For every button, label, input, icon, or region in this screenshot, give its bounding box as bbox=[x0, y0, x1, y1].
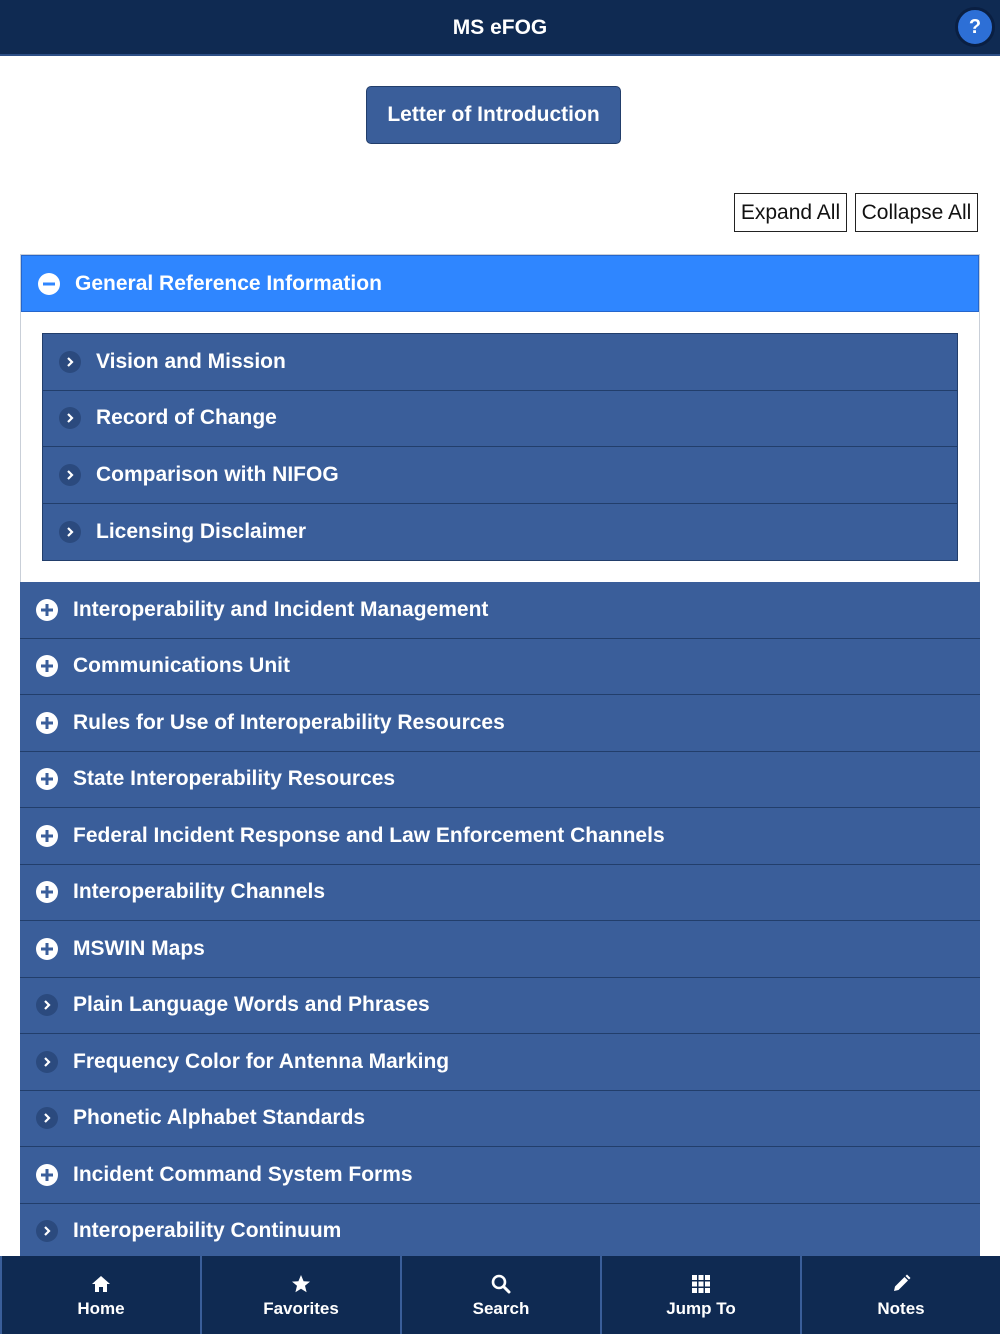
section-frequency-color[interactable] bbox=[20, 1034, 980, 1091]
search-icon bbox=[490, 1271, 512, 1297]
section-rules-interoperability-resources[interactable] bbox=[20, 695, 980, 752]
section-header-label: General Reference Information bbox=[75, 271, 382, 295]
section-body bbox=[21, 312, 979, 582]
section-header-general-reference[interactable] bbox=[21, 255, 979, 312]
section-label: Rules for Use of Interoperability Resources bbox=[73, 710, 505, 734]
section-label: Phonetic Alphabet Standards bbox=[73, 1106, 366, 1130]
section-label: Interoperability and Incident Management bbox=[73, 597, 489, 621]
bottom-tab-bar bbox=[0, 1256, 1000, 1334]
tab-label: Notes bbox=[877, 1299, 925, 1318]
section-interoperability-channels[interactable] bbox=[20, 865, 980, 922]
sub-item-label: Vision and Mission bbox=[96, 349, 286, 373]
section-label: State Interoperability Resources bbox=[73, 767, 396, 791]
sub-item-record-of-change[interactable] bbox=[43, 391, 957, 448]
plus-icon bbox=[36, 938, 58, 960]
section-communications-unit[interactable] bbox=[20, 639, 980, 696]
section-label: Interoperability Continuum bbox=[73, 1219, 342, 1243]
tab-notes[interactable] bbox=[800, 1256, 1000, 1334]
tab-home[interactable] bbox=[0, 1256, 200, 1334]
tab-label: Search bbox=[472, 1299, 530, 1318]
section-federal-incident-response[interactable] bbox=[20, 808, 980, 865]
chevron-right-icon bbox=[59, 351, 81, 373]
tab-label: Home bbox=[77, 1299, 125, 1318]
plus-icon bbox=[36, 825, 58, 847]
section-plain-language[interactable] bbox=[20, 978, 980, 1035]
section-label: Plain Language Words and Phrases bbox=[73, 993, 430, 1017]
sub-item-label: Record of Change bbox=[96, 406, 277, 430]
section-ics-forms[interactable] bbox=[20, 1147, 980, 1204]
plus-icon bbox=[36, 768, 58, 790]
section-label: Interoperability Channels bbox=[73, 880, 326, 904]
sub-item-label: Licensing Disclaimer bbox=[96, 519, 307, 543]
chevron-right-icon bbox=[59, 464, 81, 486]
chevron-right-icon bbox=[59, 407, 81, 429]
section-label: Frequency Color for Antenna Marking bbox=[73, 1049, 450, 1073]
letter-of-introduction-button[interactable]: Letter of Introduction bbox=[366, 86, 621, 144]
plus-icon bbox=[36, 655, 58, 677]
top-navigation-bar bbox=[0, 0, 1000, 56]
tab-jump-to[interactable] bbox=[600, 1256, 800, 1334]
section-interoperability-incident-management[interactable] bbox=[20, 582, 980, 639]
tab-label: Jump To bbox=[666, 1299, 736, 1318]
section-label: Incident Command System Forms bbox=[73, 1162, 413, 1186]
expand-all-button[interactable]: Expand All bbox=[734, 193, 847, 232]
help-button[interactable] bbox=[955, 7, 995, 47]
sub-item-vision-mission[interactable] bbox=[43, 334, 957, 391]
question-mark-icon: ? bbox=[968, 15, 982, 38]
tab-favorites[interactable] bbox=[200, 1256, 400, 1334]
pencil-icon bbox=[890, 1271, 912, 1297]
chevron-right-icon bbox=[36, 1051, 58, 1073]
chevron-right-icon bbox=[36, 994, 58, 1016]
section-label: MSWIN Maps bbox=[73, 936, 205, 960]
section-phonetic-alphabet[interactable] bbox=[20, 1091, 980, 1148]
section-state-interoperability-resources[interactable] bbox=[20, 752, 980, 809]
plus-icon bbox=[36, 599, 58, 621]
sub-item-licensing-disclaimer[interactable] bbox=[43, 504, 957, 561]
tab-search[interactable] bbox=[400, 1256, 600, 1334]
sub-item-label: Comparison with NIFOG bbox=[96, 462, 339, 486]
minus-icon bbox=[38, 273, 60, 295]
tab-label: Favorites bbox=[263, 1299, 339, 1318]
section-label: Communications Unit bbox=[73, 654, 291, 678]
section-label: Federal Incident Response and Law Enforcement Channels bbox=[73, 823, 665, 847]
section-mswin-maps[interactable] bbox=[20, 921, 980, 978]
plus-icon bbox=[36, 712, 58, 734]
chevron-right-icon bbox=[36, 1107, 58, 1129]
sub-item-comparison-nifog[interactable] bbox=[43, 447, 957, 504]
accordion-section-general-reference bbox=[20, 254, 980, 582]
home-icon bbox=[90, 1271, 112, 1297]
accordion-list[interactable] bbox=[20, 254, 980, 1243]
star-icon bbox=[290, 1271, 312, 1297]
chevron-right-icon bbox=[36, 1220, 58, 1242]
plus-icon bbox=[36, 881, 58, 903]
sub-item-list bbox=[42, 333, 958, 561]
plus-icon bbox=[36, 1164, 58, 1186]
chevron-right-icon bbox=[59, 521, 81, 543]
collapse-all-button[interactable]: Collapse All bbox=[855, 193, 978, 232]
section-interoperability-continuum[interactable] bbox=[20, 1204, 980, 1261]
grid-icon bbox=[690, 1271, 712, 1297]
app-title: MS eFOG bbox=[452, 16, 548, 39]
